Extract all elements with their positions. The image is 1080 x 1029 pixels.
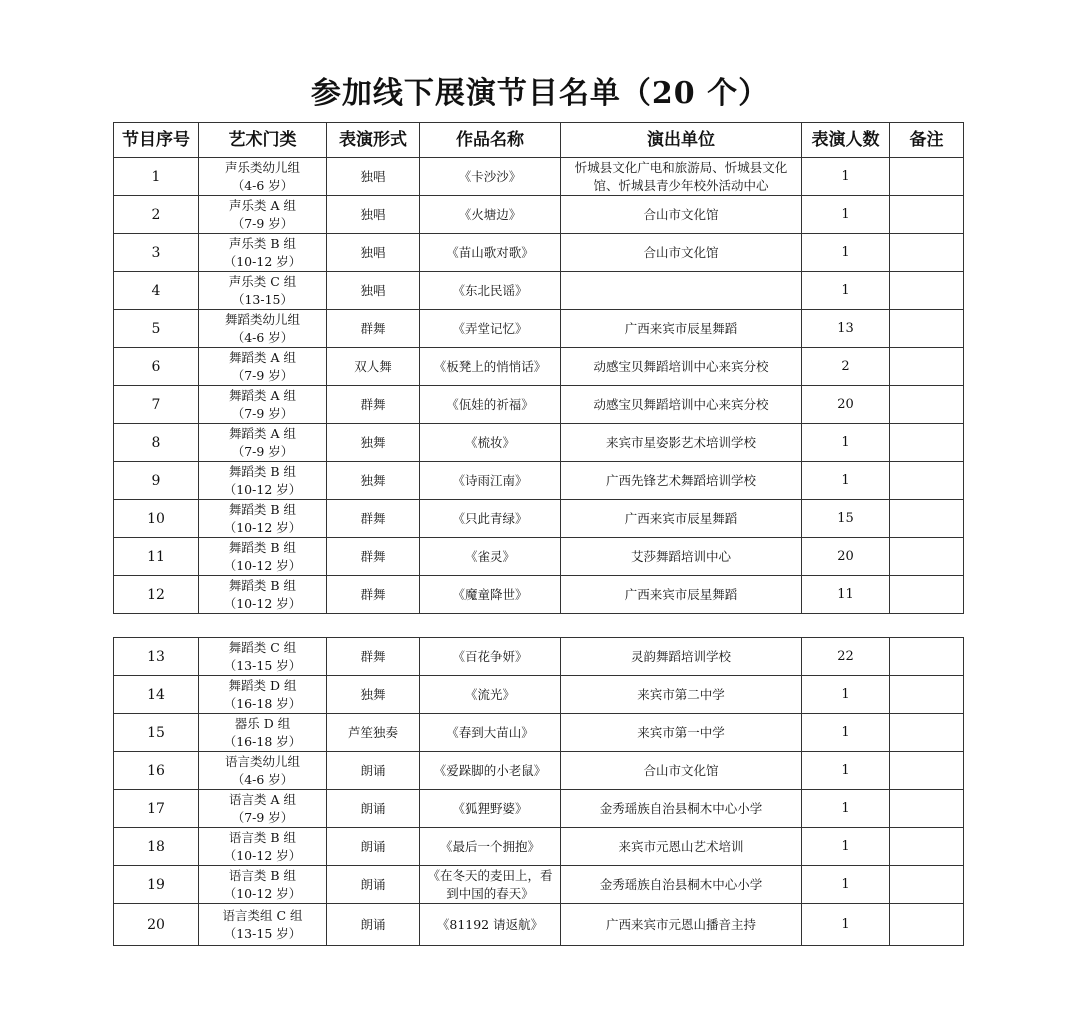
cell-category-line: （7-9 岁） (231, 443, 294, 459)
cell-category-line: （7-9 岁） (231, 809, 294, 825)
cell-category-line: （7-9 岁） (231, 405, 294, 421)
cell-count: 1 (802, 866, 890, 904)
cell-work-line: 《卡沙沙》 (458, 168, 522, 184)
table-row (114, 538, 964, 576)
cell-unit (561, 828, 802, 866)
cell-work (420, 752, 561, 790)
table-row (114, 386, 964, 424)
cell-work (420, 310, 561, 348)
header-category: 艺术门类 (199, 123, 327, 158)
cell-unit (561, 158, 802, 196)
cell-category-line: 舞蹈类 B 组 (228, 539, 297, 555)
cell-work-line: 《只此青绿》 (452, 510, 528, 526)
cell-form: 独唱 (327, 196, 420, 234)
cell-unit-line: 忻城县文化广电和旅游局、忻城县文化 (574, 159, 788, 175)
cell-work-line: 《魔童降世》 (452, 586, 528, 602)
cell-unit-line: 来宾市元恩山艺术培训 (618, 838, 744, 854)
cell-work-line: 《百花争妍》 (452, 648, 528, 664)
cell-form: 群舞 (327, 538, 420, 576)
cell-category-line: 声乐类 C 组 (228, 273, 297, 289)
table-row (114, 638, 964, 676)
cell-unit-line: 金秀瑶族自治县桐木中心小学 (599, 876, 763, 892)
cell-count: 13 (802, 310, 890, 348)
cell-count: 1 (802, 714, 890, 752)
cell-unit (561, 904, 802, 946)
cell-count: 2 (802, 348, 890, 386)
cell-note (890, 500, 964, 538)
cell-work (420, 348, 561, 386)
cell-no: 9 (114, 462, 199, 500)
cell-unit-line: 馆、忻城县青少年校外活动中心 (593, 177, 769, 193)
cell-category (199, 234, 327, 272)
cell-no: 11 (114, 538, 199, 576)
cell-work (420, 904, 561, 946)
cell-unit (561, 576, 802, 614)
cell-work-line: 《最后一个拥抱》 (439, 838, 540, 854)
table-row (114, 676, 964, 714)
cell-no: 12 (114, 576, 199, 614)
cell-category (199, 348, 327, 386)
cell-count: 1 (802, 790, 890, 828)
cell-no: 5 (114, 310, 199, 348)
cell-no: 13 (114, 638, 199, 676)
cell-note (890, 576, 964, 614)
cell-form: 独唱 (327, 234, 420, 272)
header-unit: 演出单位 (561, 123, 802, 158)
cell-category-line: （10-12 岁） (223, 595, 302, 611)
page-title: 参加线下展演节目名单（20 个） (310, 76, 770, 111)
cell-work (420, 714, 561, 752)
cell-category-line: （10-12 岁） (223, 557, 302, 573)
cell-note (890, 638, 964, 676)
cell-work-line: 《火塘边》 (458, 206, 522, 222)
cell-category-line: （10-12 岁） (223, 253, 302, 269)
cell-unit-line: 动感宝贝舞蹈培训中心来宾分校 (593, 396, 769, 412)
cell-unit (561, 234, 802, 272)
cell-count: 1 (802, 196, 890, 234)
table-row (114, 752, 964, 790)
cell-category-line: 舞蹈类 B 组 (228, 501, 297, 517)
cell-no: 14 (114, 676, 199, 714)
cell-work-line: 《板凳上的悄悄话》 (433, 358, 547, 374)
cell-category-line: （4-6 岁） (231, 329, 294, 345)
cell-count: 1 (802, 234, 890, 272)
cell-work-line: 《爱跺脚的小老鼠》 (433, 762, 547, 778)
header-no: 节目序号 (114, 123, 199, 158)
cell-work-line: 《春到大苗山》 (446, 724, 534, 740)
cell-category-line: 舞蹈类 B 组 (228, 577, 297, 593)
cell-category (199, 310, 327, 348)
cell-category-line: （13-15 岁） (223, 925, 302, 941)
program-table-part-1 (113, 122, 964, 614)
cell-category (199, 576, 327, 614)
cell-work-line: 《在冬天的麦田上，看 (427, 867, 553, 883)
table-row (114, 576, 964, 614)
cell-category-line: （10-12 岁） (223, 519, 302, 535)
cell-category (199, 538, 327, 576)
cell-note (890, 828, 964, 866)
cell-category-line: （13-15 岁） (223, 657, 302, 673)
cell-form: 群舞 (327, 500, 420, 538)
cell-count: 1 (802, 904, 890, 946)
table-row (114, 158, 964, 196)
cell-category (199, 752, 327, 790)
cell-unit-line: 动感宝贝舞蹈培训中心来宾分校 (593, 358, 769, 374)
cell-work (420, 638, 561, 676)
cell-note (890, 538, 964, 576)
cell-unit (561, 462, 802, 500)
cell-count: 1 (802, 676, 890, 714)
cell-unit-line: 来宾市第二中学 (637, 686, 725, 702)
cell-note (890, 676, 964, 714)
cell-work (420, 828, 561, 866)
cell-unit (561, 386, 802, 424)
cell-unit (561, 196, 802, 234)
cell-category-line: （16-18 岁） (223, 695, 302, 711)
table-row (114, 462, 964, 500)
cell-unit-line: 艾莎舞蹈培训中心 (630, 548, 731, 564)
cell-unit (561, 714, 802, 752)
cell-category (199, 714, 327, 752)
cell-unit (561, 790, 802, 828)
cell-count: 11 (802, 576, 890, 614)
cell-note (890, 158, 964, 196)
cell-note (890, 752, 964, 790)
cell-unit-line: 广西先锋艺术舞蹈培训学校 (605, 472, 756, 488)
cell-unit-line: 广西来宾市辰星舞蹈 (624, 586, 738, 602)
cell-unit-line: 来宾市第一中学 (637, 724, 725, 740)
cell-category-line: 舞蹈类 A 组 (229, 387, 296, 403)
cell-unit (561, 538, 802, 576)
cell-form: 朗诵 (327, 790, 420, 828)
cell-category-line: 器乐 D 组 (234, 715, 291, 731)
cell-no: 3 (114, 234, 199, 272)
cell-note (890, 790, 964, 828)
cell-category-line: （10-12 岁） (223, 885, 302, 901)
cell-unit (561, 752, 802, 790)
cell-category (199, 638, 327, 676)
cell-count: 15 (802, 500, 890, 538)
cell-no: 10 (114, 500, 199, 538)
cell-category (199, 196, 327, 234)
cell-work-line: 到中国的春天》 (446, 885, 534, 901)
table-row (114, 866, 964, 904)
cell-work-line: 《佤娃的祈福》 (446, 396, 534, 412)
cell-category-line: 语言类 A 组 (229, 791, 296, 807)
cell-work-line: 《流光》 (464, 686, 515, 702)
table-row (114, 196, 964, 234)
cell-count: 1 (802, 752, 890, 790)
cell-work (420, 576, 561, 614)
header-note: 备注 (890, 123, 964, 158)
cell-category-line: （7-9 岁） (231, 367, 294, 383)
cell-category-line: 舞蹈类 D 组 (228, 677, 297, 693)
cell-form: 朗诵 (327, 866, 420, 904)
cell-category-line: （13-15） (231, 291, 294, 307)
cell-unit (561, 500, 802, 538)
cell-work-line: 《苗山歌对歌》 (446, 244, 534, 260)
cell-category-line: （4-6 岁） (231, 177, 294, 193)
cell-unit-line: 广西来宾市元恩山播音主持 (605, 916, 756, 932)
cell-note (890, 348, 964, 386)
cell-category (199, 386, 327, 424)
cell-work (420, 424, 561, 462)
table-header-row (114, 123, 964, 158)
cell-note (890, 196, 964, 234)
cell-unit-line: 合山市文化馆 (643, 762, 719, 778)
cell-form: 朗诵 (327, 904, 420, 946)
cell-category-line: 声乐类 A 组 (229, 197, 296, 213)
cell-work-line: 《诗雨江南》 (452, 472, 528, 488)
cell-unit (561, 676, 802, 714)
cell-form: 群舞 (327, 576, 420, 614)
cell-note (890, 272, 964, 310)
cell-note (890, 424, 964, 462)
cell-no: 6 (114, 348, 199, 386)
cell-category-line: （16-18 岁） (223, 733, 302, 749)
cell-no: 2 (114, 196, 199, 234)
table-row (114, 272, 964, 310)
cell-form: 双人舞 (327, 348, 420, 386)
table-row (114, 500, 964, 538)
cell-category-line: 舞蹈类幼儿组 (224, 311, 300, 327)
cell-work (420, 790, 561, 828)
table-row (114, 424, 964, 462)
table-row (114, 904, 964, 946)
cell-category (199, 158, 327, 196)
table-row (114, 828, 964, 866)
cell-work (420, 500, 561, 538)
cell-unit (561, 424, 802, 462)
cell-unit (561, 310, 802, 348)
table-row (114, 714, 964, 752)
cell-unit-line: 合山市文化馆 (643, 206, 719, 222)
cell-work (420, 234, 561, 272)
cell-work-line: 《弄堂记忆》 (452, 320, 528, 336)
cell-unit-line: 来宾市星姿影艺术培训学校 (605, 434, 756, 450)
table-row (114, 790, 964, 828)
cell-category-line: 舞蹈类 A 组 (229, 349, 296, 365)
cell-category-line: 舞蹈类 B 组 (228, 463, 297, 479)
cell-no: 7 (114, 386, 199, 424)
cell-work (420, 272, 561, 310)
cell-work (420, 538, 561, 576)
cell-category-line: 语言类 B 组 (228, 829, 297, 845)
header-form: 表演形式 (327, 123, 420, 158)
cell-work-line: 《81192 请返航》 (436, 916, 544, 932)
cell-no: 17 (114, 790, 199, 828)
cell-work (420, 462, 561, 500)
cell-no: 18 (114, 828, 199, 866)
cell-form: 朗诵 (327, 752, 420, 790)
cell-work-line: 《东北民谣》 (452, 282, 528, 298)
cell-count: 1 (802, 424, 890, 462)
cell-unit (561, 866, 802, 904)
cell-form: 独舞 (327, 462, 420, 500)
cell-form: 芦笙独奏 (327, 714, 420, 752)
cell-note (890, 234, 964, 272)
cell-no: 19 (114, 866, 199, 904)
cell-note (890, 904, 964, 946)
cell-unit-line: 灵韵舞蹈培训学校 (630, 648, 731, 664)
cell-note (890, 462, 964, 500)
cell-no: 16 (114, 752, 199, 790)
cell-form: 独舞 (327, 676, 420, 714)
cell-work-line: 《狐狸野婆》 (452, 800, 528, 816)
cell-no: 1 (114, 158, 199, 196)
cell-no: 4 (114, 272, 199, 310)
cell-unit-line: 广西来宾市辰星舞蹈 (624, 510, 738, 526)
cell-note (890, 714, 964, 752)
cell-count: 1 (802, 828, 890, 866)
header-work: 作品名称 (420, 123, 561, 158)
cell-unit-line: 金秀瑶族自治县桐木中心小学 (599, 800, 763, 816)
cell-note (890, 386, 964, 424)
table-row (114, 348, 964, 386)
cell-unit-line: 合山市文化馆 (643, 244, 719, 260)
header-count: 表演人数 (802, 123, 890, 158)
cell-category-line: 舞蹈类 A 组 (229, 425, 296, 441)
cell-category-line: （10-12 岁） (223, 481, 302, 497)
cell-category (199, 462, 327, 500)
cell-form: 独舞 (327, 424, 420, 462)
cell-count: 20 (802, 386, 890, 424)
cell-work-line: 《雀灵》 (464, 548, 515, 564)
cell-form: 群舞 (327, 638, 420, 676)
cell-form: 群舞 (327, 386, 420, 424)
cell-category-line: 语言类组 C 组 (222, 907, 303, 923)
cell-category (199, 904, 327, 946)
cell-category (199, 500, 327, 538)
cell-count: 1 (802, 158, 890, 196)
cell-count: 1 (802, 462, 890, 500)
table-row (114, 234, 964, 272)
cell-category (199, 272, 327, 310)
cell-category (199, 790, 327, 828)
cell-category (199, 828, 327, 866)
cell-category (199, 424, 327, 462)
cell-work (420, 676, 561, 714)
table-row (114, 310, 964, 348)
program-table-part-2 (113, 637, 964, 946)
cell-work (420, 196, 561, 234)
cell-category-line: 舞蹈类 C 组 (228, 639, 297, 655)
cell-category-line: 语言类 B 组 (228, 867, 297, 883)
cell-count: 1 (802, 272, 890, 310)
cell-work (420, 158, 561, 196)
cell-unit-line: 广西来宾市辰星舞蹈 (624, 320, 738, 336)
cell-no: 20 (114, 904, 199, 946)
cell-no: 15 (114, 714, 199, 752)
cell-category-line: （4-6 岁） (231, 771, 294, 787)
cell-form: 朗诵 (327, 828, 420, 866)
cell-category-line: （7-9 岁） (231, 215, 294, 231)
cell-category-line: 声乐类幼儿组 (224, 159, 300, 175)
cell-work (420, 866, 561, 904)
cell-form: 独唱 (327, 158, 420, 196)
cell-note (890, 866, 964, 904)
cell-category-line: （10-12 岁） (223, 847, 302, 863)
cell-category-line: 声乐类 B 组 (228, 235, 297, 251)
cell-form: 群舞 (327, 310, 420, 348)
cell-work (420, 386, 561, 424)
cell-count: 22 (802, 638, 890, 676)
cell-work-line: 《梳妆》 (464, 434, 515, 450)
cell-category-line: 语言类幼儿组 (224, 753, 300, 769)
cell-no: 8 (114, 424, 199, 462)
cell-note (890, 310, 964, 348)
cell-unit (561, 272, 802, 310)
cell-unit (561, 638, 802, 676)
cell-category (199, 676, 327, 714)
cell-count: 20 (802, 538, 890, 576)
cell-category (199, 866, 327, 904)
cell-form: 独唱 (327, 272, 420, 310)
cell-unit (561, 348, 802, 386)
